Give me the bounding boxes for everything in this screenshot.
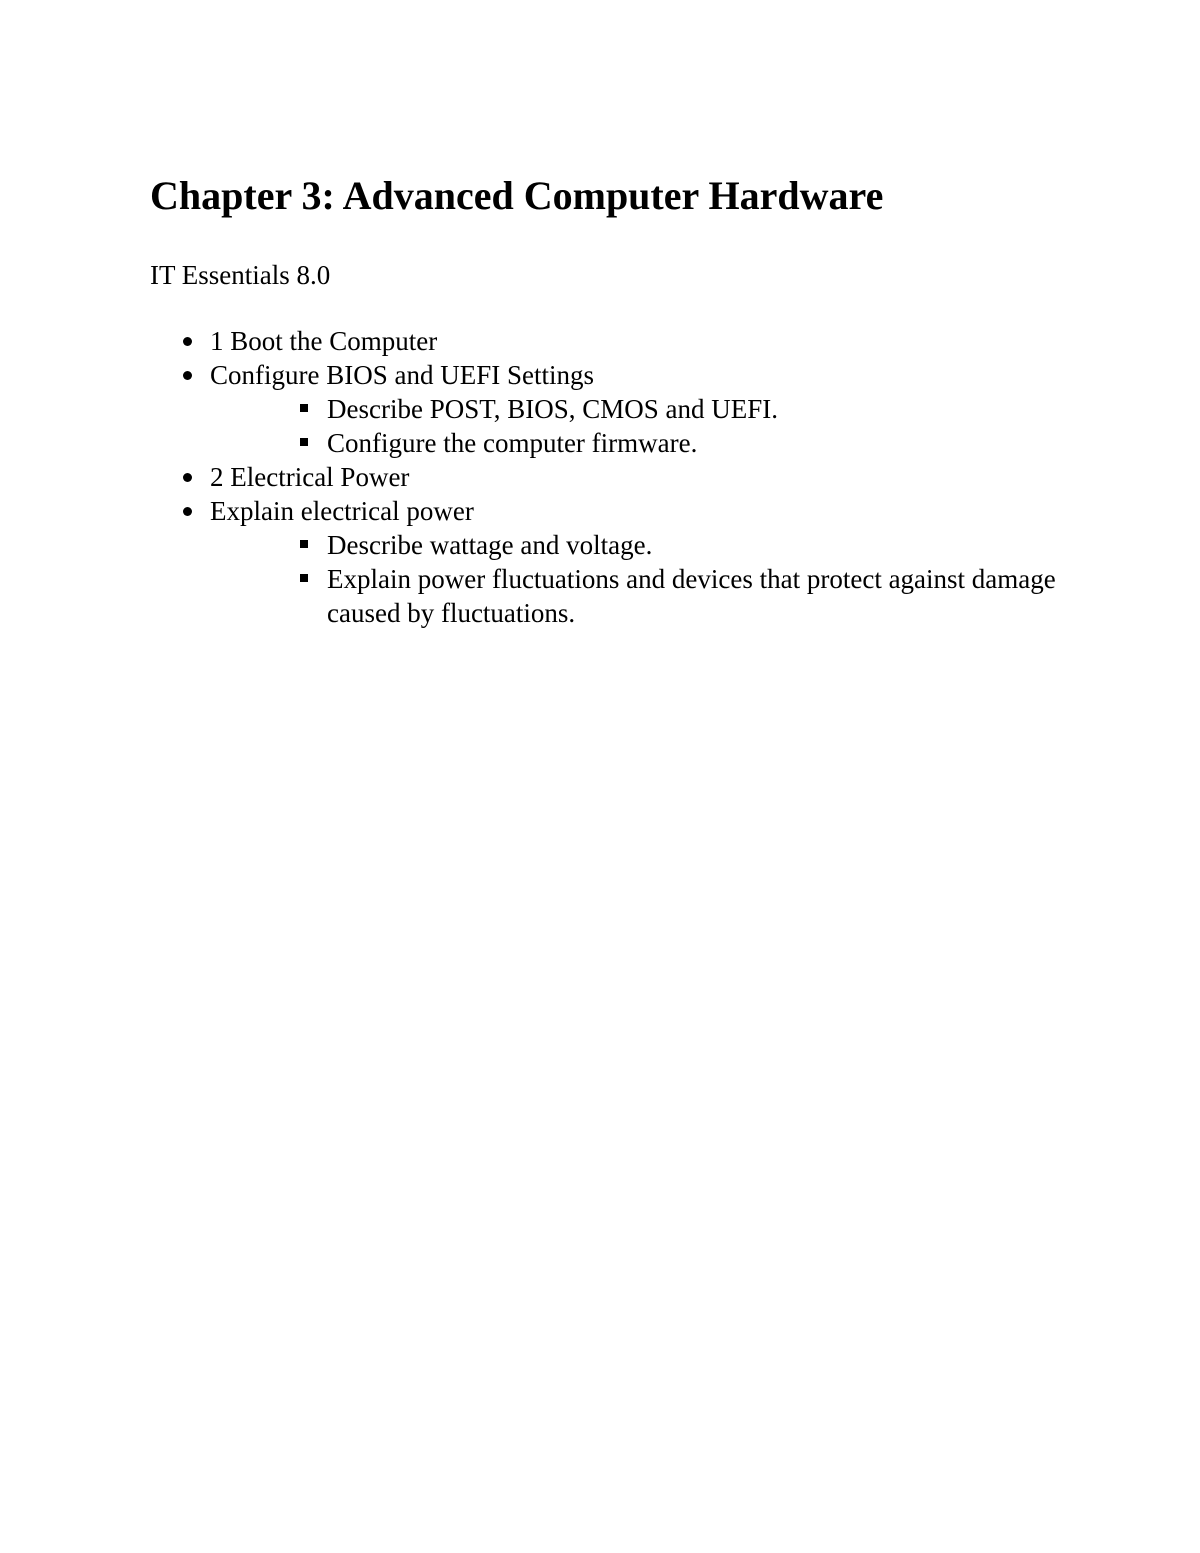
sub-list-container (150, 392, 1070, 460)
sub-list-item-text: Configure the computer firmware. (327, 428, 698, 458)
sub-list-item-text: Describe wattage and voltage. (327, 530, 653, 560)
list-item (150, 460, 1070, 494)
list-item (150, 358, 1070, 392)
sub-list (150, 392, 1070, 460)
list-item-text: 1 Boot the Computer (210, 326, 438, 356)
sub-list (150, 528, 1070, 630)
list-item (150, 324, 1070, 358)
page-title: Chapter 3: Advanced Computer Hardware (150, 173, 884, 218)
chapter-outline (150, 324, 1070, 630)
sub-list-item-text: Explain power fluctuations and devices that protect against damage caused by fluctuations. (327, 564, 1056, 628)
list-item-text: Configure BIOS and UEFI Settings (210, 360, 594, 390)
sub-list-item (150, 528, 1070, 562)
list-item (150, 494, 1070, 528)
sub-list-item-text: Describe POST, BIOS, CMOS and UEFI. (327, 394, 778, 424)
sub-list-container (150, 528, 1070, 630)
sub-list-item (150, 392, 1070, 426)
list-item-text: Explain electrical power (210, 496, 474, 526)
page-subtitle: IT Essentials 8.0 (150, 260, 331, 290)
sub-list-item (150, 562, 1070, 630)
sub-list-item (150, 426, 1070, 460)
list-item-text: 2 Electrical Power (210, 462, 410, 492)
